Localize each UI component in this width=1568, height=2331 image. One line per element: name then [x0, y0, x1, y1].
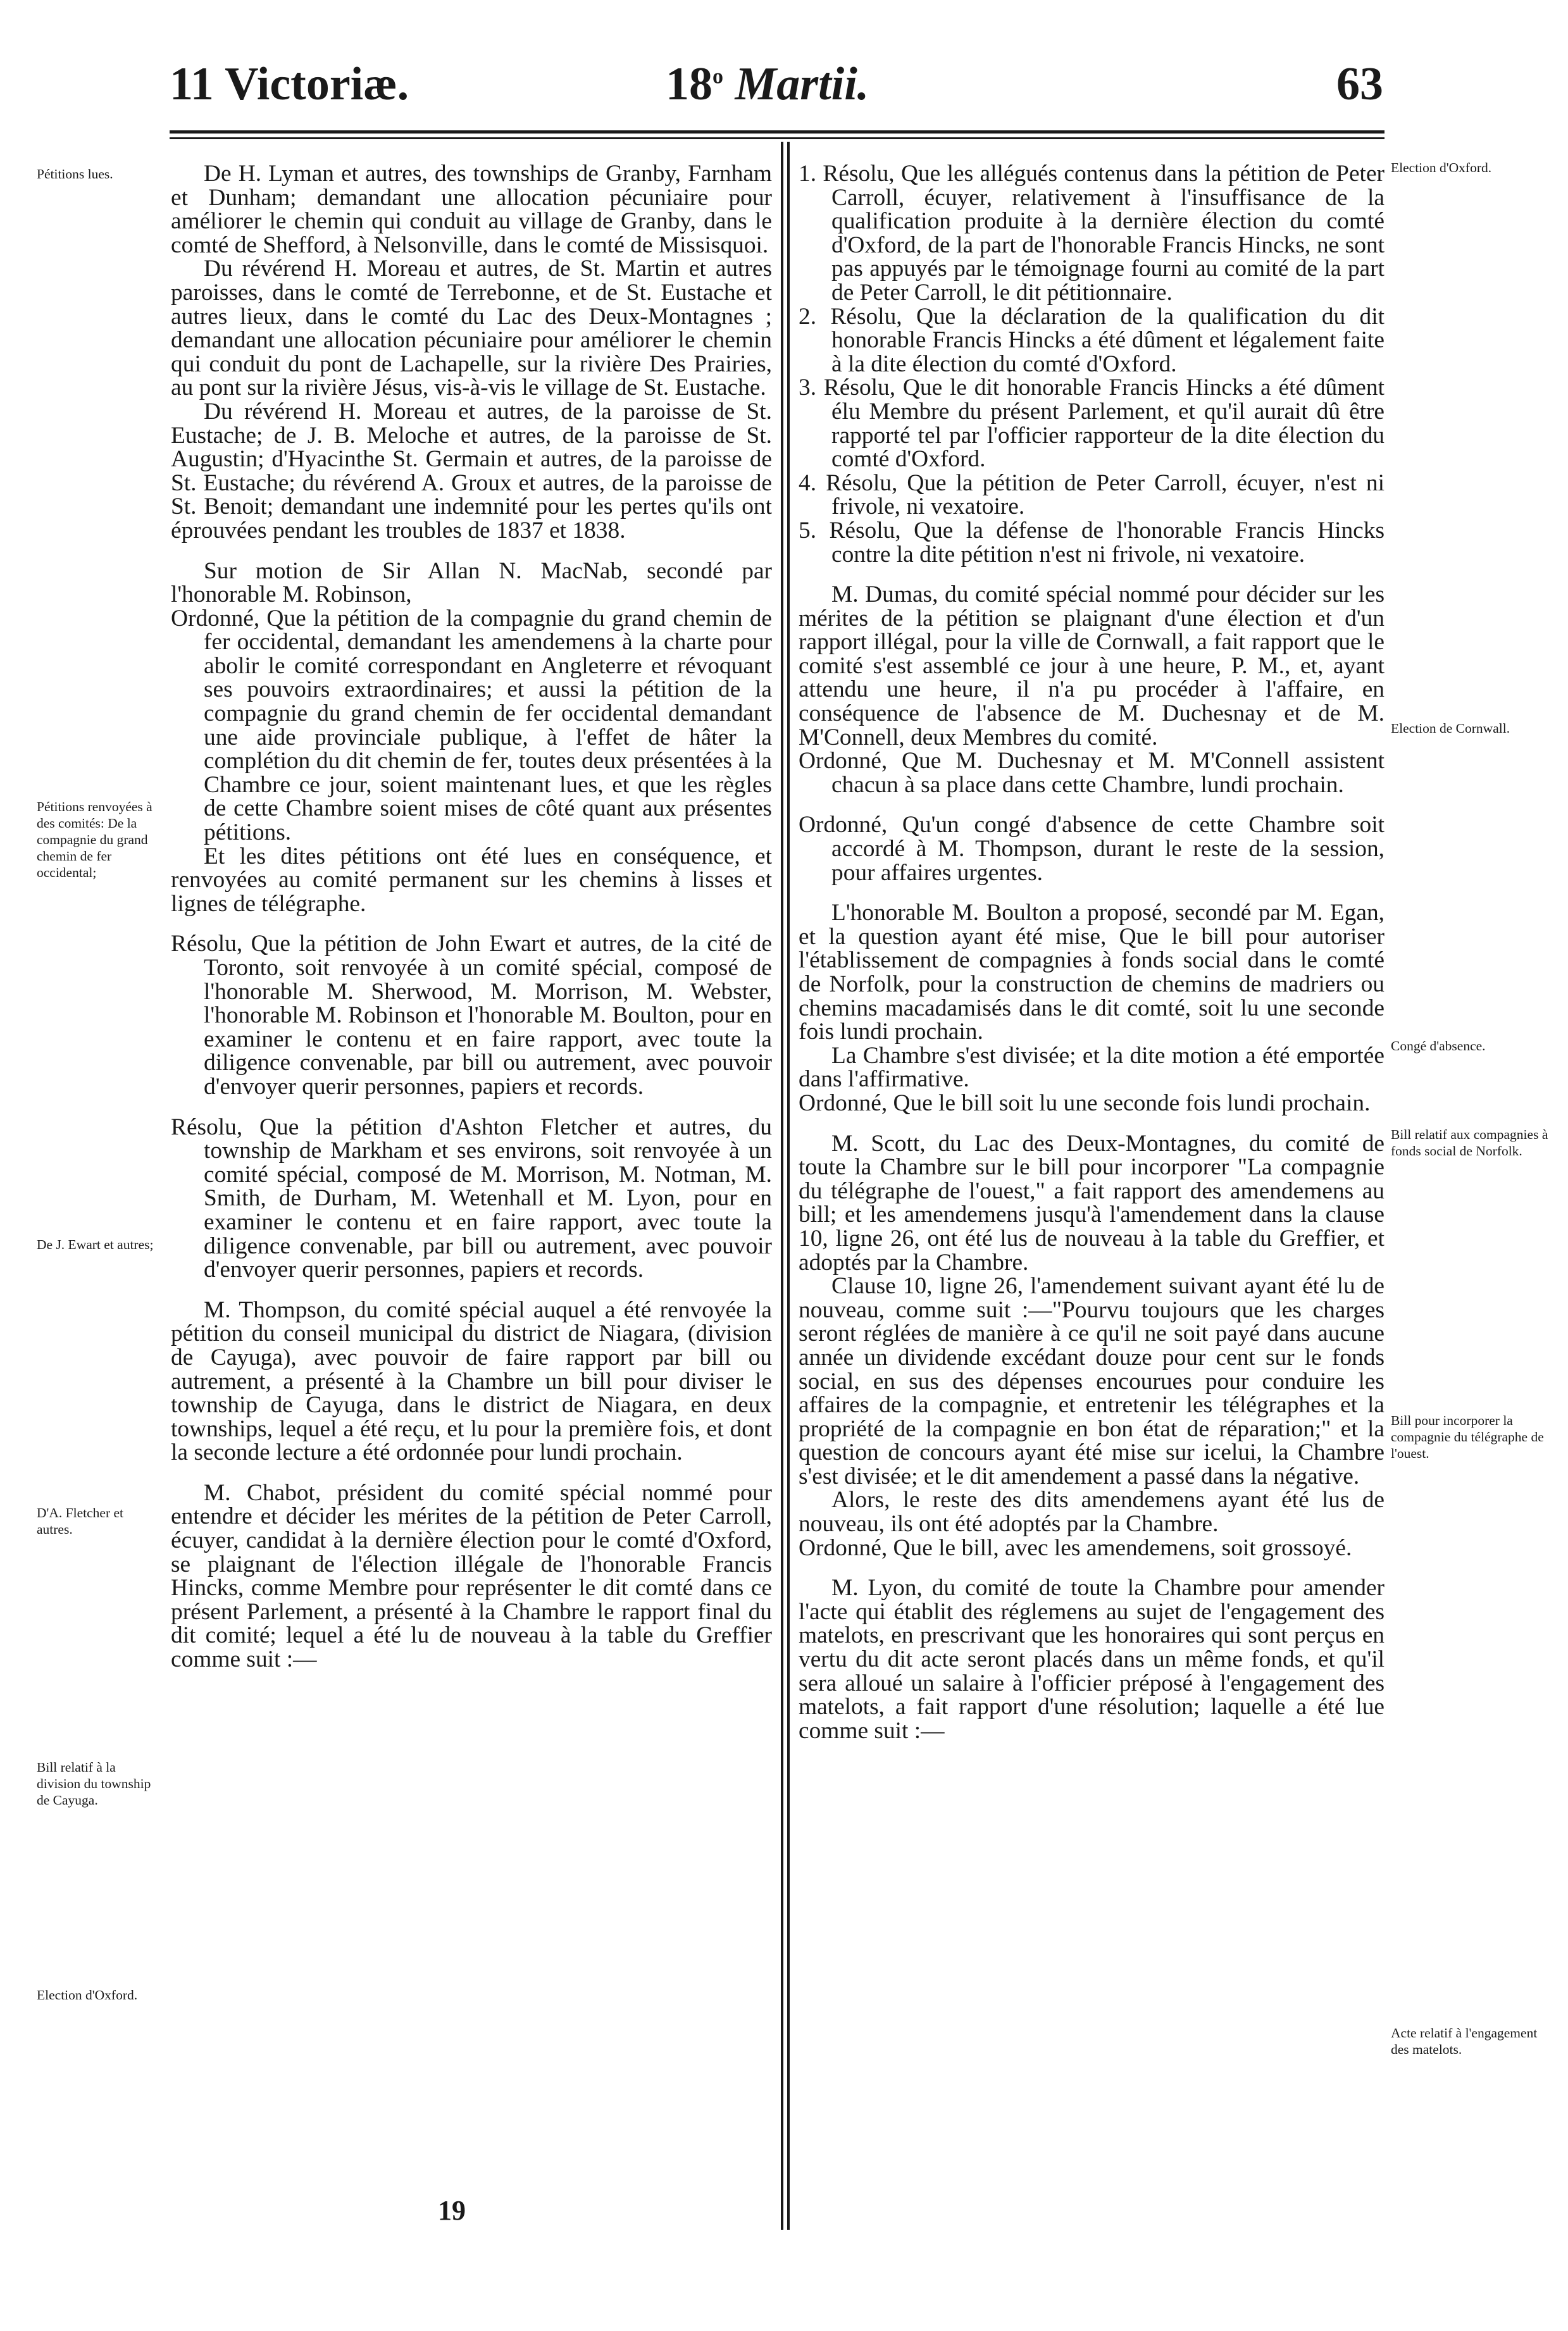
- paragraph: M. Scott, du Lac des Deux-Montagnes, du comité de toute la Chambre sur le bill pour incorporer "La compagnie du télégraphe de l'ouest," a fait rapport des amendemens au bill; et les amendemens jusqu'à l'amendement dans la clause 10, ligne 26, ont été lus de nouveau à la table du Greffier, et adoptés par la Chambre.: [799, 1130, 1384, 1276]
- header-date: [666, 58, 869, 110]
- page-number: 63: [1336, 58, 1383, 110]
- margin-note: Pétitions lues.: [37, 166, 113, 182]
- margin-note: Congé d'absence.: [1391, 1038, 1486, 1054]
- header-day: 18: [666, 58, 712, 110]
- header-rule-top: [170, 130, 1384, 134]
- margin-note: Bill pour incorporer la compagnie du télégraphe de l'ouest.: [1391, 1413, 1544, 1461]
- margin-note: Bill relatif à la division du township de Cayuga.: [37, 1760, 151, 1808]
- paragraph: M. Thompson, du comité spécial auquel a été renvoyée la pétition du conseil municipal du district de Niagara, (division de Cayuga), avec pouvoir de faire rapport par bill ou autrement, a présenté à la Chambre un bill pour diviser le township de Cayuga, dans le district de Niagara, en deux townships, lequel a été reçu, et lu pour la première fois, et dont la seconde lecture a été ordonnée pour lundi prochain.: [171, 1296, 772, 1466]
- paragraph: 1. Résolu, Que les allégués contenus dans la pétition de Peter Carroll, écuyer, relativement à l'insuffisance de la qualification produite à la dernière élection du comté d'Oxford, de la part de l'honorable Francis Hincks, ne sont pas appuyés par le témoignage fourni au comité de la part de Peter Carroll, le dit pétitionnaire.: [799, 161, 1384, 306]
- paragraph: Résolu, Que la pétition d'Ashton Fletcher et autres, du township de Markham et ses environs, soit renvoyée à un comité spécial, composé de M. Morrison, M. Notman, M. Smith, de Durham, M. Wetenhall et M. Lyon, pour en examiner le contenu et en faire rapport, avec toute la diligence convenable, par bill ou autrement, avec pouvoir d'envoyer querir personnes, papiers et records.: [171, 1114, 772, 1283]
- paragraph: 3. Résolu, Que le dit honorable Francis Hincks a été dûment élu Membre du présent Parlement, et qu'il aurait dû être rapporté tel par l'officier rapporteur de la dite élection du comté d'Oxford.: [799, 375, 1384, 473]
- paragraph: Du révérend H. Moreau et autres, de St. Martin et autres paroisses, dans le comté de Terrebonne, et de St. Eustache et autres lieux, dans le comté du Lac des Deux-Montagnes ; demandant une allocation pécuniaire pour améliorer le chemin qui conduit du pont de Lachapelle, sur la rivière Des Prairies, au pont sur la rivière Jésus, vis-à-vis le village de St. Eustache.: [171, 256, 772, 401]
- paragraph: Sur motion de Sir Allan N. MacNab, secondé par l'honorable M. Robinson,: [171, 557, 772, 608]
- paragraph: Ordonné, Que le bill, avec les amendemens, soit grossoyé.: [799, 1534, 1352, 1561]
- margin-note: Acte relatif à l'engagement des matelots.: [1391, 2025, 1538, 2057]
- text-column-right: [799, 162, 1384, 1743]
- paragraph: Clause 10, ligne 26, l'amendement suivant ayant été lu de nouveau, comme suit :—"Pourvu toujours que les charges seront réglées de manière à ce qu'il ne soit payé dans aucune année un dividende excédant douze pour cent sur le fonds social, en sus des dépenses encourues pour conduire les affaires de la compagnie, et entretenir les télégraphes et la propriété de la compagnie en bon état de réparation;" et la question de concours ayant été mise sur icelui, la Chambre s'est divisée; et le dit amendement a passé dans la négative.: [799, 1273, 1384, 1489]
- margin-note: Pétitions renvoyées à des comités: De la compagnie du grand chemin de fer occidental;: [37, 799, 152, 880]
- header-rule-bottom: [170, 137, 1384, 139]
- paragraph: Alors, le reste des dits amendemens ayant été lus de nouveau, ils ont été adoptés par la Chambre.: [799, 1487, 1384, 1538]
- margin-note: Bill relatif aux compagnies à fonds social de Norfolk.: [1391, 1127, 1548, 1159]
- paragraph: L'honorable M. Boulton a proposé, secondé par M. Egan, et la question ayant été mise, Que le bill pour autoriser l'établissement de compagnies à fonds social dans le comté de Norfolk, pour la construction de chemins de madriers ou chemins macadamisés dans le dit comté, soit lu une seconde fois lundi prochain.: [799, 900, 1384, 1045]
- margin-note: Election de Cornwall.: [1391, 721, 1510, 736]
- margin-note: De J. Ewart et autres;: [37, 1237, 154, 1252]
- header-regnal-year: 11 Victoriæ.: [170, 58, 409, 110]
- paragraph: M. Chabot, président du comité spécial nommé pour entendre et décider les mérites de la pétition de Peter Carroll, écuyer, candidat à la dernière élection pour le comté d'Oxford, se plaignant de l'élection illégale de l'honorable Francis Hincks, comme Membre pour représenter le dit comté dans ce présent Parlement, a présenté à la Chambre le rapport final du dit comité; lequel a été lu de nouveau à la table du Greffier comme suit :—: [171, 1479, 772, 1673]
- paragraph: 5. Résolu, Que la défense de l'honorable Francis Hincks contre la dite pétition n'est ni frivole, ni vexatoire.: [799, 517, 1384, 568]
- paragraph: Ordonné, Que la pétition de la compagnie du grand chemin de fer occidental, demandant les amendemens à la charte pour abolir le comité correspondant en Angleterre et révoquant ses pouvoirs extraordinaires; et aussi la pétition de la compagnie du grand chemin de fer occidental demandant une aide provinciale publique, à l'effet de hâter la complétion du dit chemin de fer, toutes deux présentées à la Chambre ce jour, soient maintenant lues, et que les règles de cette Chambre soient mises de côté quant aux présentes pétitions.: [171, 605, 772, 846]
- text-column-left: [171, 162, 772, 1672]
- margin-note: Election d'Oxford.: [37, 1987, 138, 2003]
- paragraph: 4. Résolu, Que la pétition de Peter Carroll, écuyer, n'est ni frivole, ni vexatoire.: [799, 469, 1384, 520]
- signature-mark: 19: [438, 2195, 466, 2226]
- paragraph: Ordonné, Que le bill soit lu une seconde fois lundi prochain.: [799, 1090, 1371, 1116]
- paragraph: M. Lyon, du comité de toute la Chambre pour amender l'acte qui établit des réglemens au sujet de l'engagement des matelots, en prescrivant que les honoraires qui sont perçus en vertu du dit acte seront placés dans un même fonds, et qu'il sera alloué un salaire à l'officier préposé à l'engagement des matelots, a fait rapport d'une résolution; laquelle a été lue comme suit :—: [799, 1575, 1384, 1744]
- paragraph: Et les dites pétitions ont été lues en conséquence, et renvoyées au comité permanent sur les chemins à lisses et lignes de télégraphe.: [171, 843, 772, 917]
- paragraph: M. Dumas, du comité spécial nommé pour décider sur les mérites de la pétition se plaignant d'une élection et d'un rapport illégal, pour la ville de Cornwall, a fait rapport que le comité s'est assemblé ce jour à une heure, P. M., et, ayant attendu une heure, il n'a pu procéder à l'affaire, en conséquence de l'absence de M. Duchesnay et de M. M'Connell, deux Membres du comité.: [799, 581, 1384, 750]
- paragraph: Du révérend H. Moreau et autres, de la paroisse de St. Eustache; de J. B. Meloche et autres, de la paroisse de St. Augustin; d'Hyacinthe St. Germain et autres, de la paroisse de St. Eustache; du révérend A. Groux et autres, de la paroisse de St. Benoit; demandant une indemnité pour les pertes qu'ils ont éprouvées pendant les troubles de 1837 et 1838.: [171, 398, 772, 544]
- paragraph: De H. Lyman et autres, des townships de Granby, Farnham et Dunham; demandant une allocation pécuniaire pour améliorer le chemin qui conduit au village de Granby, dans le comté de Shefford, à Nelsonville, dans le comté de Missisquoi.: [171, 161, 772, 258]
- margin-note: D'A. Fletcher et autres.: [37, 1505, 124, 1537]
- header-day-sup: o: [712, 65, 723, 89]
- column-divider-right: [787, 142, 790, 2230]
- paragraph: Résolu, Que la pétition de John Ewart et autres, de la cité de Toronto, soit renvoyée à un comité spécial, composé de l'honorable M. Sherwood, M. Morrison, M. Webster, l'honorable M. Robinson et l'honorable M. Boulton, pour en examiner le contenu et en faire rapport, avec toute la diligence convenable, par bill ou autrement, avec pouvoir d'envoyer querir personnes, papiers et records.: [171, 931, 772, 1100]
- paragraph: Ordonné, Que M. Duchesnay et M. M'Connell assistent chacun à sa place dans cette Chambre, lundi prochain.: [799, 748, 1384, 798]
- paragraph: 2. Résolu, Que la déclaration de la qualification du dit honorable Francis Hincks a été dûment et légalement faite à la dite élection du comté d'Oxford.: [799, 303, 1384, 377]
- paragraph: La Chambre s'est divisée; et la dite motion a été emportée dans l'affirmative.: [799, 1042, 1384, 1093]
- paragraph: Ordonné, Qu'un congé d'absence de cette Chambre soit accordé à M. Thompson, durant le reste de la session, pour affaires urgentes.: [799, 812, 1384, 886]
- header-month: Martii.: [735, 58, 869, 110]
- margin-note: Election d'Oxford.: [1391, 160, 1492, 175]
- column-divider-left: [781, 142, 783, 2230]
